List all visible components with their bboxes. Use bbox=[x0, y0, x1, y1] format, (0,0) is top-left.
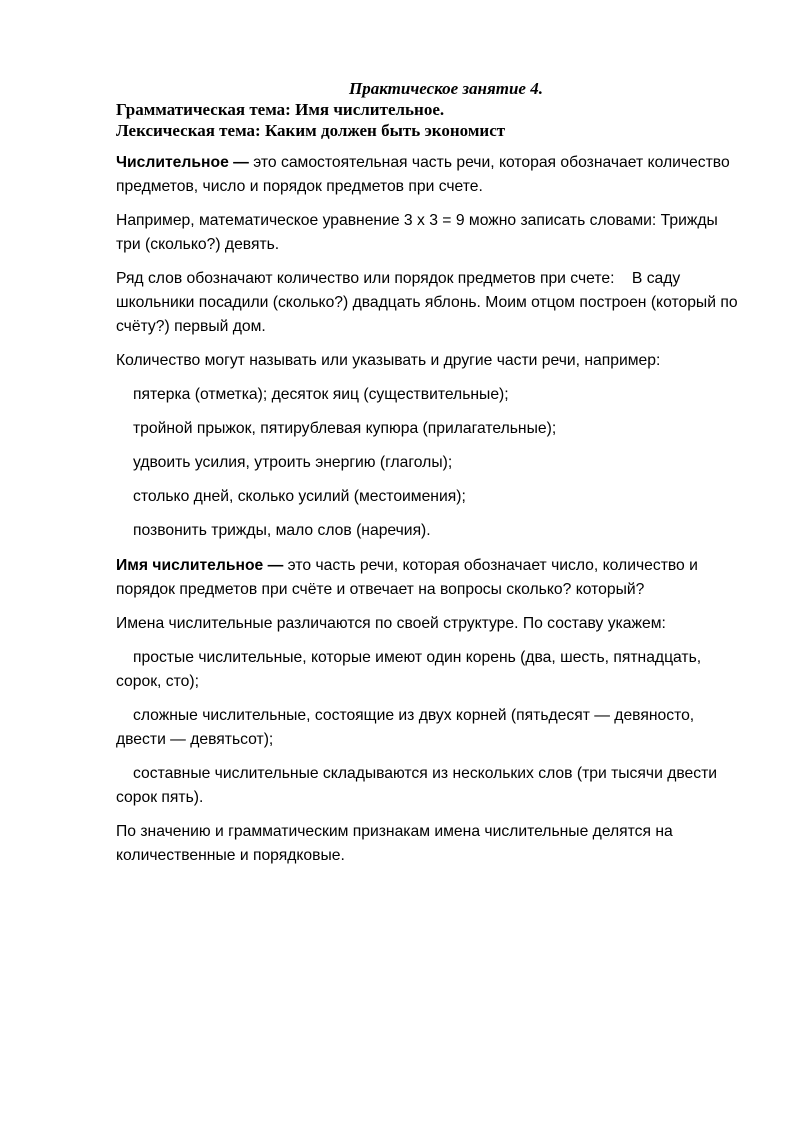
lesson-title: Практическое занятие 4. bbox=[349, 79, 543, 98]
list-item-pronouns: столько дней, сколько усилий (местоимения); bbox=[133, 488, 466, 505]
term-numeral-name: Имя числительное — bbox=[116, 557, 284, 574]
list-item-compound: составные числительные складываются из нескольких слов (три тысячи двести сорок пять). bbox=[116, 765, 718, 806]
list-item-adjectives: тройной прыжок, пятирублевая купюра (прилагательные); bbox=[133, 420, 557, 437]
definition-text: это самостоятельная часть речи, которая обозначает количество предметов, число и порядок предметов при счете. bbox=[116, 154, 730, 195]
classification-paragraph: По значению и грамматическим признакам имена числительные делятся на количественные и порядковые. bbox=[116, 823, 673, 864]
example-paragraph: Например, математическое уравнение 3 x 3 = 9 можно записать словами: Трижды три (сколько?) девять. bbox=[116, 212, 718, 253]
numeral-definition-paragraph bbox=[116, 554, 741, 602]
numeral-definition-text: это часть речи, которая обозначает число, количество и порядок предметов при счёте и отвечает на вопросы сколько? который? bbox=[116, 557, 698, 598]
structure-intro: Имена числительные различаются по своей структуре. По составу укажем: bbox=[116, 615, 666, 632]
list-item-complex: сложные числительные, состоящие из двух корней (пятьдесят — девяносто, двести — девятьсот); bbox=[116, 707, 695, 748]
grammar-topic: Грамматическая тема: Имя числительное. bbox=[116, 100, 445, 119]
list-item-verbs: удвоить усилия, утроить энергию (глаголы); bbox=[133, 454, 453, 471]
document-header bbox=[116, 78, 746, 141]
lexical-topic: Лексическая тема: Каким должен быть экономист bbox=[116, 121, 506, 140]
list-item-adverbs: позвонить трижды, мало слов (наречия). bbox=[133, 522, 431, 539]
other-parts-intro: Количество могут называть или указывать и другие части речи, например: bbox=[116, 352, 661, 369]
list-item-simple: простые числительные, которые имеют один корень (два, шесть, пятнадцать, сорок, сто); bbox=[116, 649, 702, 690]
example-sentences-paragraph: Ряд слов обозначают количество или порядок предметов при счете: В саду школьники посадили (сколько?) двадцать яблонь. Моим отцом построен (который по счёту?) первый дом. bbox=[116, 270, 742, 335]
term-numeral: Числительное — bbox=[116, 154, 249, 171]
definition-paragraph bbox=[116, 151, 741, 199]
list-item-nouns: пятерка (отметка); десяток яиц (существительные); bbox=[133, 386, 509, 403]
document-body bbox=[116, 151, 741, 878]
